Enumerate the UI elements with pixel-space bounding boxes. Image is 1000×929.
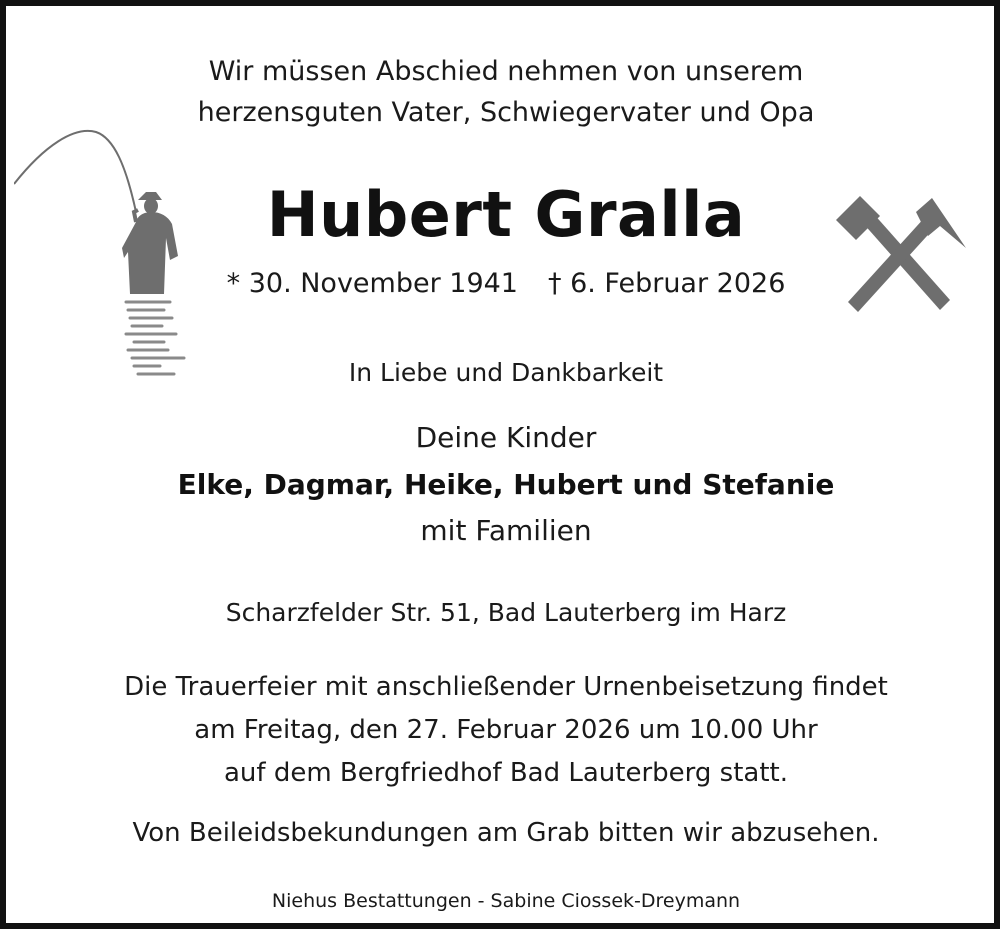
mourners-lead: Deine Kinder (415, 421, 597, 454)
intro-line-2: herzensguten Vater, Schwiegervater und Opa (197, 97, 815, 128)
mourners-names: Elke, Dagmar, Heike, Hubert und Stefanie (177, 468, 835, 501)
angler-silhouette-icon (14, 126, 194, 386)
condolence-note: Von Beileidsbekundungen am Grab bitten wir abzusehen. (132, 818, 880, 848)
dedication: In Liebe und Dankbarkeit (348, 358, 664, 387)
deceased-name: Hubert Gralla (266, 178, 746, 251)
mourners-suffix: mit Familien (420, 514, 592, 547)
undertaker: Niehus Bestattungen - Sabine Ciossek-Dreymann (271, 890, 741, 912)
service-line-1: Die Trauerfeier mit anschließender Urnenbeisetzung findet (124, 672, 888, 702)
death-date: † 6. Februar 2026 (547, 268, 786, 299)
service-line-3: auf dem Bergfriedhof Bad Lauterberg statt. (223, 758, 788, 788)
service-line-2: am Freitag, den 27. Februar 2026 um 10.00 Uhr (194, 715, 818, 745)
life-dates (6, 268, 1000, 299)
address: Scharzfelder Str. 51, Bad Lauterberg im Harz (225, 598, 787, 627)
intro-line-1: Wir müssen Abschied nehmen von unserem (208, 56, 804, 87)
birth-date: * 30. November 1941 (226, 268, 518, 299)
